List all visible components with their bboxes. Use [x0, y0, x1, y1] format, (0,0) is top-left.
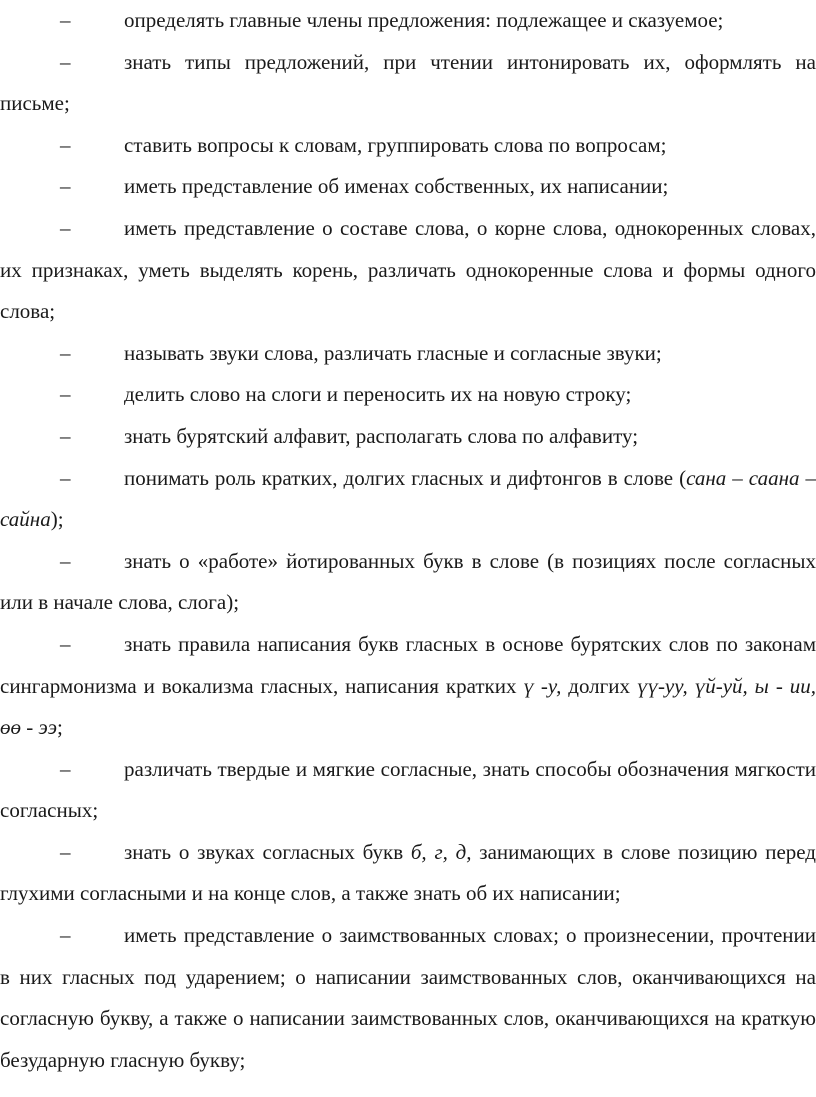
list-dash: – [60, 756, 71, 781]
list-item-text: знать о «работе» йотированных букв в слове (в позициях после согласных или в начале слова, слога); [0, 548, 816, 615]
list-item-text: знать бурятский алфавит, располагать слова по алфавиту; [124, 423, 639, 448]
list-dash: – [60, 923, 71, 948]
example-letters: үү-уу, үй-уй, ы - ии, өө - ээ [0, 673, 816, 740]
list-dash: – [60, 340, 71, 365]
list-dash: – [60, 548, 71, 573]
example-words: сана – саана – сайна [0, 465, 816, 532]
list-dash: – [60, 423, 71, 448]
list-item-text: долгих [561, 673, 637, 698]
list-item [0, 333, 816, 375]
list-item [0, 166, 816, 208]
list-item-text: занимающих в слове позицию перед глухими согласными и на конце слов, а также знать об их написании; [0, 839, 816, 906]
list-item [0, 458, 816, 541]
list-item-text: ); [50, 507, 64, 532]
list-item-text: знать типы предложений, при чтении интонировать их, оформлять на письме; [0, 49, 816, 116]
list-item-text: иметь представление о составе слова, о корне слова, однокоренных словах, их признаках, уметь выделять корень, различать однокоренные слова и формы одного слова; [0, 215, 816, 324]
list-dash: – [60, 465, 71, 490]
example-letters: б, г, д, [410, 839, 472, 864]
list-item [0, 0, 816, 42]
list-dash: – [60, 174, 71, 199]
list-dash: – [60, 8, 71, 32]
list-item-text: называть звуки слова, различать гласные и согласные звуки; [124, 340, 662, 365]
list-item-text: знать правила написания букв гласных в основе бурятских слов по законам сингармонизма и вокализма гласных, написания кратких [0, 631, 816, 698]
list-item [0, 42, 816, 125]
list-item-text: знать о звуках согласных букв [124, 839, 411, 864]
list-item-text: ; [57, 715, 63, 740]
list-dash: – [60, 132, 71, 157]
list-item [0, 624, 816, 749]
list-item-text: различать твердые и мягкие согласные, знать способы обозначения мягкости согласных; [0, 756, 816, 823]
list-dash: – [60, 631, 71, 656]
list-item-text: ставить вопросы к словам, группировать слова по вопросам; [124, 132, 667, 157]
list-item-text: иметь представление о заимствованных словах; о произнесении, прочтении в них гласных под ударением; о написании заимствованных слов, оканчивающихся на согласную букву, а также о написании заимствованных слов, оканчивающихся на краткую безударную гласную букву; [0, 923, 816, 1072]
list-item-text: иметь представление об именах собственных, их написании; [124, 174, 669, 199]
list-dash: – [60, 215, 71, 240]
list-item-text: определять главные члены предложения: подлежащее и сказуемое; [124, 8, 724, 32]
example-letters: ү -у, [523, 673, 562, 698]
list-item-text: делить слово на слоги и переносить их на новую строку; [124, 382, 632, 407]
list-item [0, 208, 816, 333]
list-item [0, 832, 816, 915]
list-dash: – [60, 382, 71, 407]
list-item [0, 125, 816, 167]
list-dash: – [60, 839, 71, 864]
list-item [0, 541, 816, 624]
list-item [0, 416, 816, 458]
list-item [0, 749, 816, 832]
list-item [0, 915, 816, 1081]
list-item [0, 374, 816, 416]
list-dash: – [60, 49, 71, 74]
list-item-text: понимать роль кратких, долгих гласных и дифтонгов в слове ( [124, 465, 687, 490]
